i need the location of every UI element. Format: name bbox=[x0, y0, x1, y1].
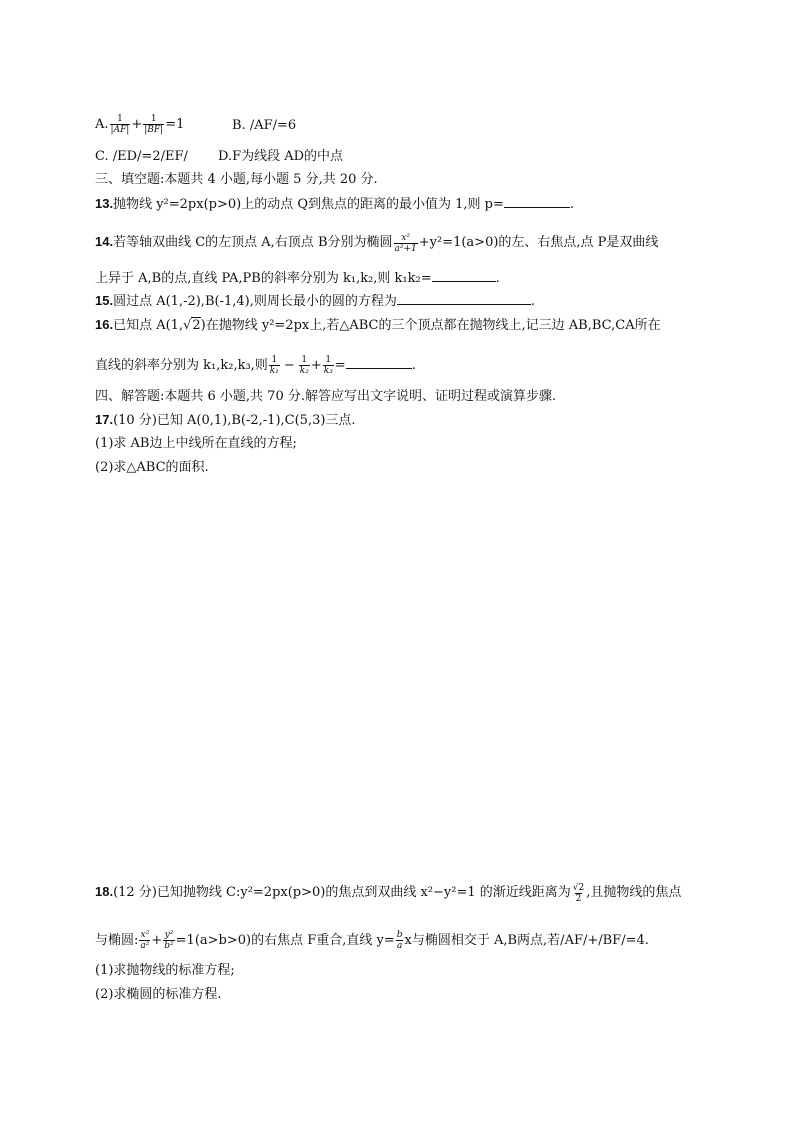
frac-num: y² bbox=[164, 930, 174, 940]
q12-option-c: C. /ED/=2/EF/ bbox=[95, 149, 188, 164]
frac-num: 1 bbox=[325, 355, 332, 365]
answer-blank[interactable] bbox=[432, 269, 496, 282]
question-number: 18. bbox=[95, 884, 114, 899]
q12-option-b: B. /AF/=6 bbox=[232, 118, 297, 133]
q12-option-d bbox=[218, 148, 343, 166]
frac-num: √2 bbox=[572, 883, 585, 893]
section-4-heading: 四、解答题:本题共 6 小题,共 70 分.解答应写出文字说明、证明过程或演算步骤. bbox=[95, 389, 557, 404]
plus-sign: + bbox=[310, 358, 322, 373]
fraction-sqrt2-2 bbox=[572, 883, 585, 904]
question-16-line1 bbox=[95, 316, 661, 335]
frac-den: 2 bbox=[575, 894, 582, 904]
question-17-part-1: (1)求 AB边上中线所在直线的方程; bbox=[95, 436, 297, 451]
frac-num: 1 bbox=[117, 114, 123, 124]
question-text: (10 分)已知 A(0,1),B(-2,-1),C(5,3)三点. bbox=[113, 413, 356, 428]
frac-den: a² bbox=[140, 941, 150, 951]
question-18-part-2: (2)求椭圆的标准方程. bbox=[95, 987, 222, 1002]
question-end: . bbox=[411, 358, 416, 373]
option-d-label: D. bbox=[218, 149, 233, 164]
question-text: (12 分)已知抛物线 C:y²=2px(p>0)的焦点到双曲线 x²−y²=1 的渐近线距离为 bbox=[113, 885, 571, 900]
option-a-tail: =1 bbox=[165, 117, 185, 132]
plus-sign: + bbox=[151, 933, 163, 948]
question-text: =1(a>b>0)的右焦点 F重合,直线 y= bbox=[175, 933, 395, 948]
frac-num: x² bbox=[401, 233, 410, 243]
fraction-af bbox=[110, 114, 131, 135]
question-end: . bbox=[530, 294, 535, 309]
frac-num: b bbox=[396, 930, 403, 940]
question-17 bbox=[95, 411, 356, 430]
question-text: 上异于 A,B的点,直线 PA,PB的斜率分别为 k₁,k₂,则 k₁k₂= bbox=[95, 271, 432, 286]
frac-num: 1 bbox=[150, 114, 157, 124]
fraction-b-a bbox=[396, 930, 404, 951]
frac-den: k₃ bbox=[323, 366, 333, 376]
question-number: 13. bbox=[95, 196, 114, 211]
question-text: 若等轴双曲线 C的左顶点 A,右顶点 B分别为椭圆 bbox=[113, 235, 393, 250]
question-number: 16. bbox=[95, 317, 114, 332]
option-a-label: A. bbox=[95, 117, 109, 132]
frac-den: a²+1 bbox=[394, 244, 417, 254]
option-d-text: F为线段 AD的中点 bbox=[232, 149, 344, 164]
frac-den: b² bbox=[164, 941, 174, 951]
frac-den: |AF| bbox=[110, 125, 130, 135]
frac-den: k₁ bbox=[269, 366, 279, 376]
frac-num: 1 bbox=[271, 355, 278, 365]
question-15 bbox=[95, 292, 535, 311]
question-number: 17. bbox=[95, 412, 114, 427]
question-end: . bbox=[569, 197, 575, 212]
question-18-part-1: (1)求抛物线的标准方程; bbox=[95, 963, 235, 978]
frac-den: k₂ bbox=[299, 366, 309, 376]
plus-sign: + bbox=[131, 117, 143, 132]
fraction-bf bbox=[143, 114, 164, 135]
question-text: x与椭圆相交于 A,B两点,若/AF/+/BF/=4. bbox=[404, 933, 649, 948]
fraction-y2-b2 bbox=[163, 930, 174, 951]
question-18-line2 bbox=[95, 930, 649, 951]
answer-blank[interactable] bbox=[346, 356, 412, 369]
fraction-1-k2 bbox=[299, 355, 310, 376]
question-text: 与椭圆: bbox=[95, 933, 139, 948]
question-text: 圆过点 A(1,-2),B(-1,4),则周长最小的圆的方程为 bbox=[113, 294, 397, 309]
question-13 bbox=[95, 195, 574, 214]
question-number: 15. bbox=[95, 293, 114, 308]
answer-blank[interactable] bbox=[504, 195, 570, 208]
fraction-1-k1 bbox=[269, 355, 280, 376]
question-text: 抛物线 y²=2px(p>0)上的动点 Q到焦点的距离的最小值为 1,则 p= bbox=[113, 197, 504, 212]
frac-den: a bbox=[396, 941, 403, 951]
fraction-x2-a2 bbox=[139, 930, 150, 951]
q12-option-a bbox=[95, 114, 184, 135]
question-text: 直线的斜率分别为 k₁,k₂,k₃,则 bbox=[95, 358, 268, 373]
question-16-line2 bbox=[95, 355, 416, 376]
frac-den: |BF| bbox=[144, 125, 164, 135]
question-text: +y²=1(a>0)的左、右焦点,点 P是双曲线 bbox=[418, 235, 659, 250]
question-end: . bbox=[495, 271, 500, 286]
minus-sign: − bbox=[283, 358, 295, 373]
question-text: 已知点 A(1, bbox=[113, 318, 184, 333]
fraction-1-k3 bbox=[323, 355, 334, 376]
question-text: )在抛物线 y²=2px上,若△ABC的三个顶点都在抛物线上,记三边 AB,BC,CA所在 bbox=[200, 318, 661, 333]
sqrt-sign: √ bbox=[183, 318, 192, 333]
question-number: 14. bbox=[95, 234, 114, 249]
fraction-x2 bbox=[394, 233, 418, 254]
question-14-line2 bbox=[95, 269, 500, 288]
sqrt-argument: 2 bbox=[192, 318, 201, 333]
question-14-line1 bbox=[95, 233, 658, 254]
answer-blank[interactable] bbox=[397, 292, 531, 305]
question-17-part-2: (2)求△ABC的面积. bbox=[95, 460, 209, 475]
question-18-line1 bbox=[95, 883, 681, 904]
equals-sign: = bbox=[334, 358, 346, 373]
frac-num: x² bbox=[140, 930, 150, 940]
question-text: ,且抛物线的焦点 bbox=[586, 885, 682, 900]
section-3-heading: 三、填空题:本题共 4 小题,每小题 5 分,共 20 分. bbox=[95, 172, 378, 187]
frac-num: 1 bbox=[301, 355, 308, 365]
